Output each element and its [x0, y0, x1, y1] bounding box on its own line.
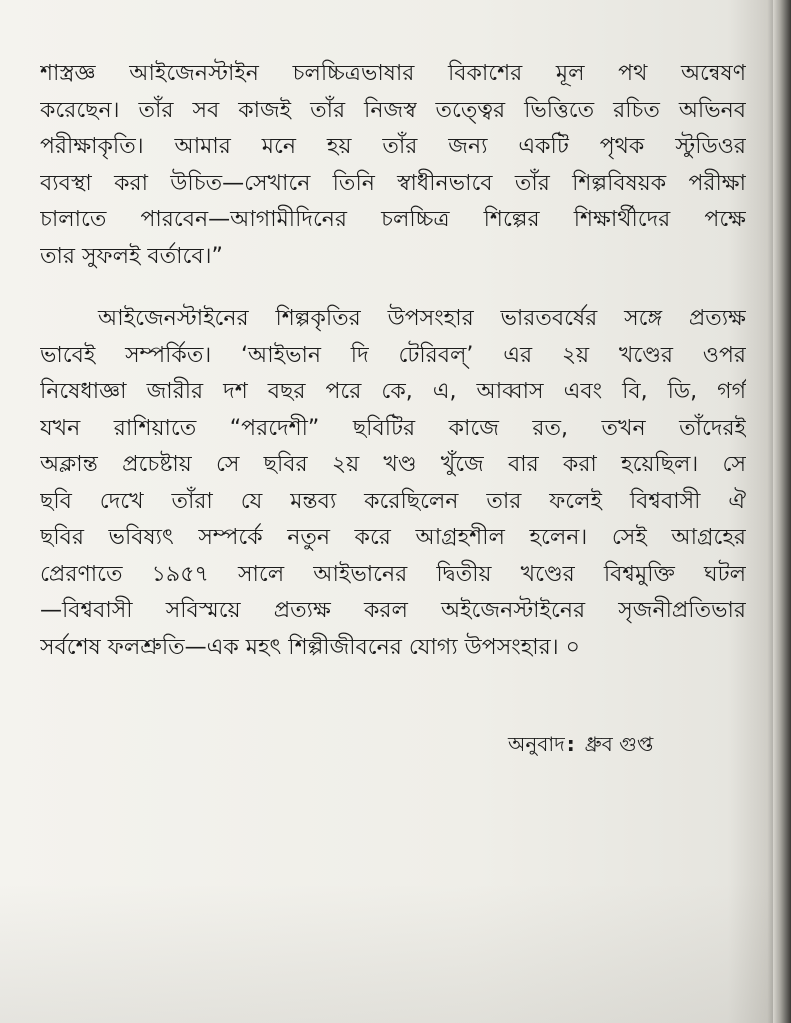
text-line: ছবির ভবিষ্যৎ সম্পর্কে নতুন করে আগ্রহশীল হলেন। সেই আগ্রহের: [40, 525, 746, 550]
text-line: চালাতে পারবেন—আগামীদিনের চলচ্চিত্র শিল্পের শিক্ষার্থীদের পক্ষে: [40, 207, 746, 232]
translator-credit: [508, 730, 653, 763]
page-shadow: [0, 883, 791, 1023]
text-line: সর্বশেষ ফলশ্রুতি—এক মহৎ শিল্পীজীবনের যোগ্য উপসংহার। ০: [40, 634, 580, 660]
text-line: ছবি দেখে তাঁরা যে মন্তব্য করেছিলেন তার ফলেই বিশ্ববাসী ঐ: [40, 488, 746, 514]
text-line: প্রেরণাতে ১৯৫৭ সালে আইভানের দ্বিতীয় খণ্ডের বিশ্বমুক্তি ঘটল: [40, 561, 746, 587]
translator-separator: :: [566, 732, 575, 756]
text-line: তার সুফলই বর্তাবে।”: [40, 243, 223, 269]
text-line: আইজেনস্টাইনের শিল্পকৃতির উপসংহার ভারতবর্ষের সঙ্গে প্রত্যক্ষ: [98, 306, 746, 331]
article-text: [40, 56, 746, 666]
book-spine-edge: [773, 0, 791, 1023]
text-line: —বিশ্ববাসী সবিস্ময়ে প্রত্যক্ষ করল অইজেনস্টাইনের সৃজনীপ্রতিভার: [40, 598, 746, 623]
paragraph-gap: [40, 275, 746, 301]
paragraph-2: [40, 301, 746, 666]
text-line: ব্যবস্থা করা উচিত—সেখানে তিনি স্বাধীনভাবে তাঁর শিল্পবিষয়ক পরীক্ষা: [40, 170, 746, 196]
text-line: ভাবেই সম্পর্কিত। ‘আইভান দি টেরিবল্’ এর ২য় খণ্ডের ওপর: [40, 342, 746, 368]
text-line: অক্লান্ত প্রচেষ্টায় সে ছবির ২য় খণ্ড খুঁজে বার করা হয়েছিল। সে: [40, 452, 746, 477]
text-line: শাস্ত্রজ্ঞ আইজেনস্টাইন চলচ্চিত্রভাষার বিকাশের মূল পথ অন্বেষণ: [40, 61, 746, 86]
text-line: করেছেন। তাঁর সব কাজই তাঁর নিজস্ব তত্ত্বের ভিত্তিতে রচিত অভিনব: [40, 97, 746, 123]
text-line: নিষেধাজ্ঞা জারীর দশ বছর পরে কে, এ, আব্বাস এবং বি, ডি, গর্গ: [40, 379, 746, 404]
paragraph-1: [40, 56, 746, 275]
translator-label: অনুবাদ: [508, 732, 565, 756]
translator-name: ধ্রুব গুপ্ত: [584, 732, 654, 756]
text-line: যখন রাশিয়াতে “পরদেশী” ছবিটির কাজে রত, তখন তাঁদেরই: [40, 415, 746, 441]
text-line: পরীক্ষাকৃতি। আমার মনে হয় তাঁর জন্য একটি পৃথক স্টুডিওর: [40, 134, 746, 159]
